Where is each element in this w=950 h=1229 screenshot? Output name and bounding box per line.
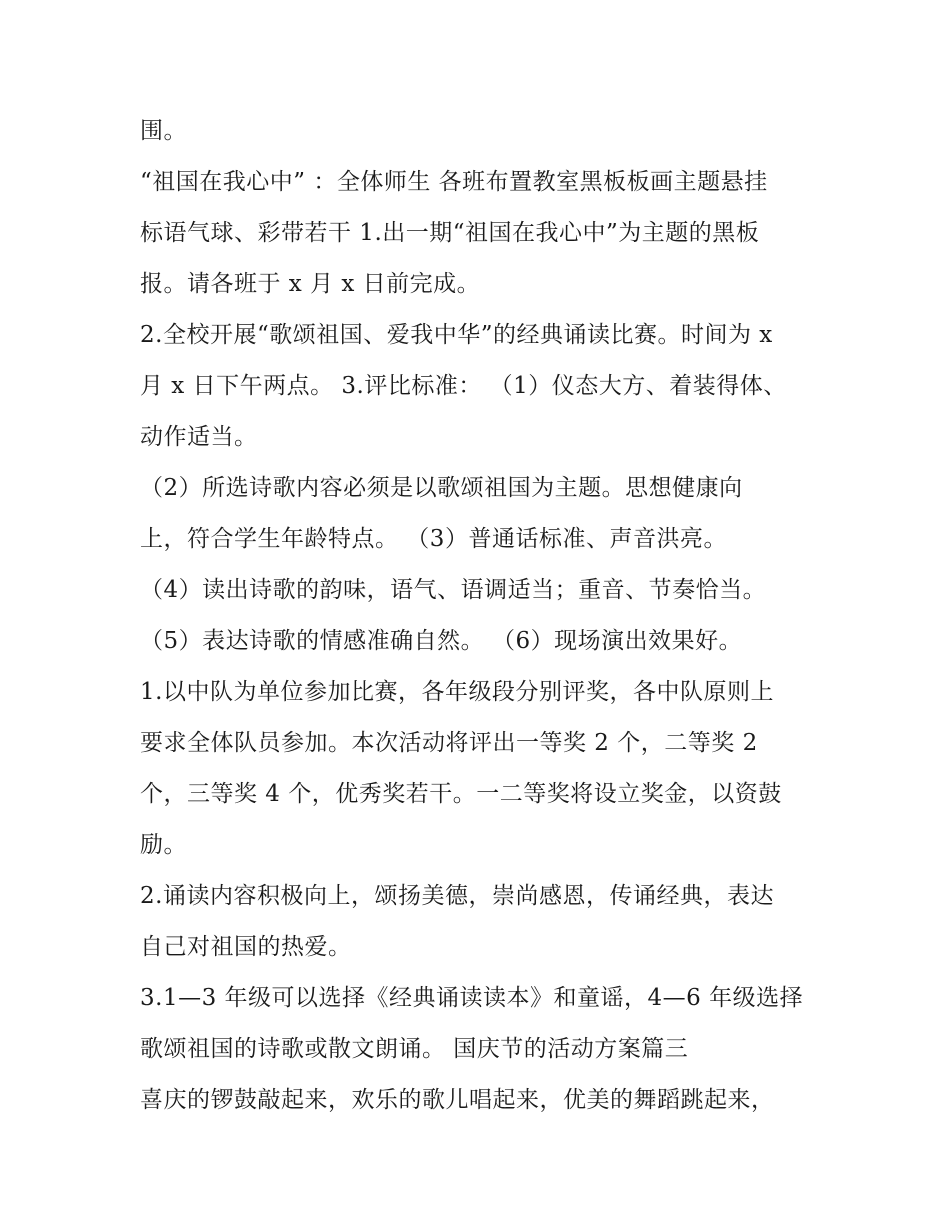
text-line: “祖国在我心中” ：全体师生 各班布置教室黑板板画主题悬挂 [140,169,768,195]
text-line: 个，三等奖 4 个，优秀奖若干。一二等奖将设立奖金，以资鼓 [140,781,782,807]
text-line: 标语气球、彩带若干 1.出一期“祖国在我心中”为主题的黑板 [140,220,760,246]
document-body [140,106,820,1126]
text-line: 动作适当。 [140,424,258,450]
text-line: 励。 [140,832,187,858]
text-line: 围。 [140,118,187,144]
text-line: 3.1—3 年级可以选择《经典诵读读本》和童谣，4—6 年级选择 [140,985,804,1011]
text-line: 喜庆的锣鼓敲起来，欢乐的歌儿唱起来，优美的舞蹈跳起来， [140,1087,775,1113]
text-line: 歌颂祖国的诗歌或散文朗诵。 国庆节的活动方案篇三 [140,1036,689,1062]
text-line: （2）所选诗歌内容必须是以歌颂祖国为主题。思想健康向 [140,475,743,501]
text-line: 月 x 日下午两点。 3.评比标准： （1）仪态大方、着装得体、 [140,373,787,399]
text-line: 报。请各班于 x 月 x 日前完成。 [140,271,481,297]
text-line: （5）表达诗歌的情感准确自然。 （6）现场演出效果好。 [140,628,743,654]
text-line: 上，符合学生年龄特点。 （3）普通话标准、声音洪亮。 [140,526,727,552]
text-line: 要求全体队员参加。本次活动将评出一等奖 2 个，二等奖 2 [140,730,758,756]
text-line: 1.以中队为单位参加比赛，各年级段分别评奖，各中队原则上 [140,679,774,705]
text-line: 自己对祖国的热爱。 [140,934,352,960]
text-line: 2.诵读内容积极向上，颂扬美德，崇尚感恩，传诵经典，表达 [140,883,774,909]
text-line: 2.全校开展“歌颂祖国、爱我中华”的经典诵读比赛。时间为 x [140,322,773,348]
text-line: （4）读出诗歌的韵味，语气、语调适当；重音、节奏恰当。 [140,577,767,603]
